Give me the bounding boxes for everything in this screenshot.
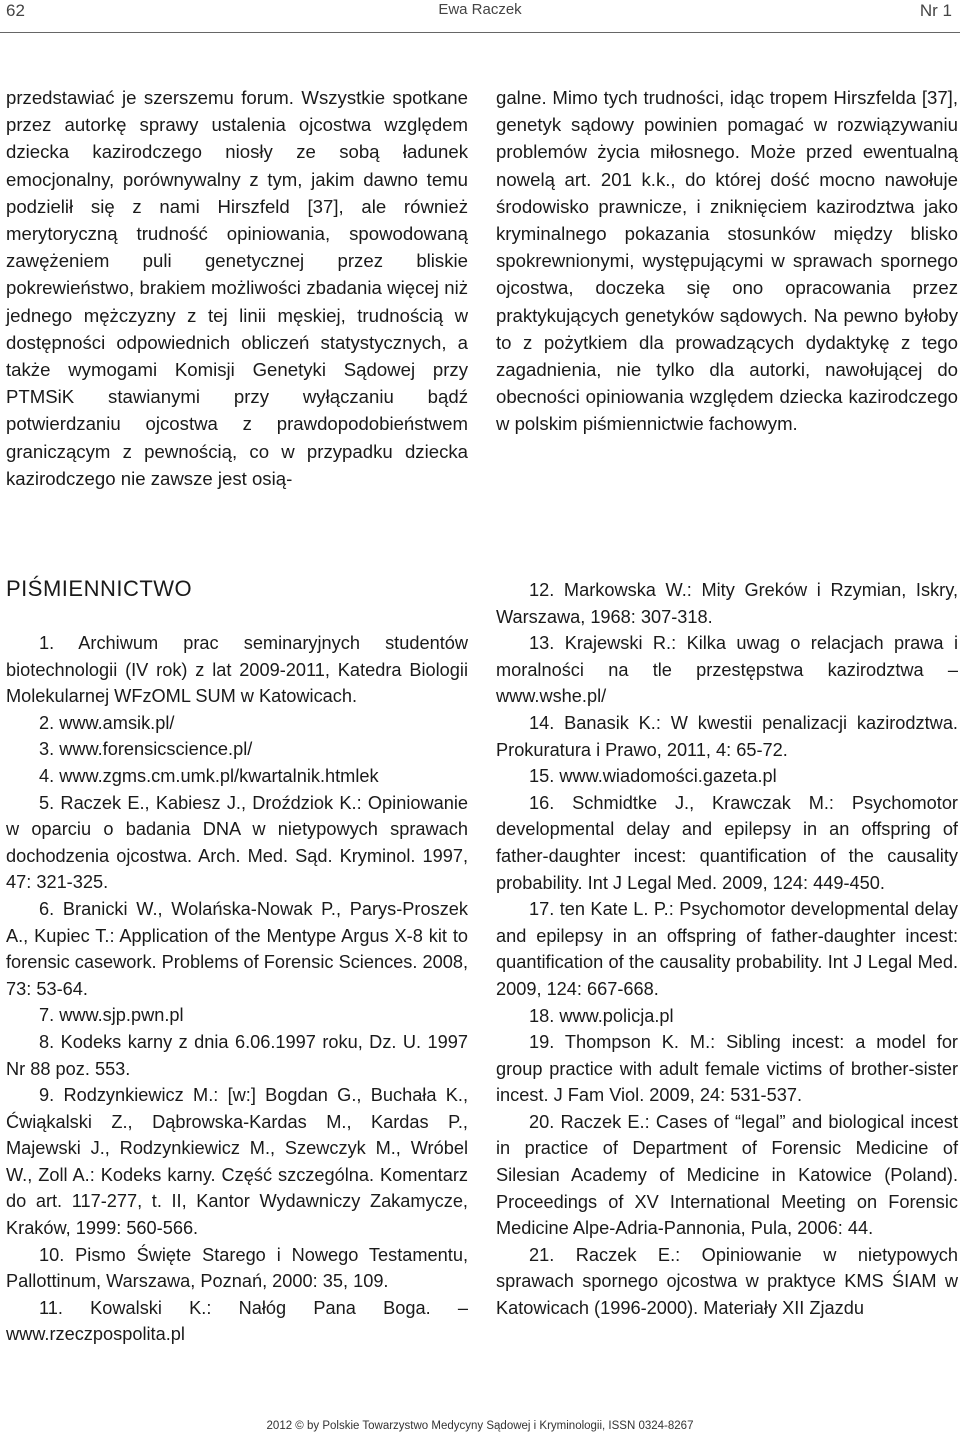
reference-item: 15. www.wiadomości.gazeta.pl (529, 766, 777, 787)
reference-item: 1. Archiwum prac seminaryjnych studentów biotechnologii (IV rok) z lat 2009-2011, Katedra Biologii Molekularnej WFzOML SUM w Katowicach. (6, 633, 468, 707)
running-author: Ewa Raczek (438, 1, 522, 18)
body-column-left (6, 84, 468, 492)
reference-item: 4. www.zgms.cm.umk.pl/kwartalnik.htmlek (39, 765, 379, 786)
reference-item: 19. Thompson K. M.: Sibling incest: a model for group practice with adult female victims of brother-sister incest. J Fam Viol. 2009, 24: 531-537. (496, 1032, 958, 1106)
reference-item: 18. www.policja.pl (529, 1005, 674, 1026)
reference-item: 2. www.amsik.pl/ (39, 712, 175, 733)
page-footer: 2012 © by Polskie Towarzystwo Medycyny Sądowej i Kryminologii, ISSN 0324-8267 (266, 1420, 694, 1432)
references-heading: PIŚMIENNICTWO (6, 576, 193, 601)
page-number: 62 (6, 1, 25, 20)
reference-item: 13. Krajewski R.: Kilka uwag o relacjach prawa i moralności na tle przestępstwa kazirodztwa – www.wshe.pl/ (496, 633, 958, 707)
reference-item: 5. Raczek E., Kabiesz J., Droździok K.: Opiniowanie w oparciu o badania DNA w nietypowych sprawach dochodzenia ojcostwa. Arch. Med. Sąd. Kryminol. 1997, 47: 321-325. (6, 792, 468, 893)
header-rule (0, 32, 960, 33)
body-paragraph: przedstawiać je szerszemu forum. Wszystkie spotkane przez autorkę sprawy ustalenia ojcostwa względem dziecka kazirodczego niosły ze sobą ładunek emocjonalny, porównywalny z tym, jakim dawno temu podzielił się z nami Hirszfeld [37], ale również merytoryczną trudność opiniowania, spowodowaną zawężeniem puli genetycznej przez bliskie pokrewieństwo, brakiem możliwości zbadania więcej niż jednego mężczyzny z tej linii męskiej, trudnością w dostępności odpowiednich obliczeń statystycznych, a także wymogami Komisji Genetyki Sądowej przy PTMSiK stawianymi przy wyłączaniu bądź potwierdzaniu ojcostwa z prawdopodobieństwem graniczącym z pewnością, co w przypadku dziecka kazirodczego nie zawsze jest osią- (6, 87, 468, 489)
reference-item: 12. Markowska W.: Mity Greków i Rzymian, Iskry, Warszawa, 1968: 307-318. (496, 580, 958, 627)
reference-item: 8. Kodeks karny z dnia 6.06.1997 roku, Dz. U. 1997 Nr 88 poz. 553. (6, 1031, 468, 1079)
issue-number: Nr 1 (919, 1, 952, 20)
reference-item: 17. ten Kate L. P.: Psychomotor developmental delay and epilepsy in an offspring of father-daughter incest: quantification of the causality probability. Int J Legal Med. 2009, 124: 667-668. (496, 899, 958, 999)
reference-item: 20. Raczek E.: Cases of “legal” and biological incest in practice of Department of Forensic Medicine of Silesian Academy of Medicine in Katowice (Poland). Proceedings of XV International Meeting on Forensic Medicine Alpe-Adria-Pannonia, Pula, 2006: 44. (496, 1111, 958, 1239)
reference-item: 3. www.forensicscience.pl/ (39, 739, 253, 760)
reference-item: 10. Pismo Święte Starego i Nowego Testamentu, Pallottinum, Warszawa, Poznań, 2000: 35, 109. (6, 1244, 468, 1292)
reference-item: 11. Kowalski K.: Nałóg Pana Boga. – www.rzeczpospolita.pl (6, 1297, 468, 1345)
reference-item: 9. Rodzynkiewicz M.: [w:] Bogdan G., Buchała K., Ćwiąkalski Z., Dąbrowska-Kardas M., Kardas P., Majewski J., Rodzynkiewicz M., Szewczyk M., Wróbel W., Zoll A.: Kodeks karny. Część szczególna. Komentarz do art. 117-277, t. II, Kantor Wydawniczy Zakamycze, Kraków, 1999: 560-566. (6, 1085, 468, 1239)
reference-item: 6. Branicki W., Wolańska-Nowak P., Parys-Proszek A., Kupiec T.: Application of the Mentype Argus X-8 kit to forensic casework. Problems of Forensic Sciences. 2008, 73: 53-64. (6, 898, 468, 999)
body-paragraph: galne. Mimo tych trudności, idąc tropem Hirszfelda [37], genetyk sądowy powinien pomagać w rozwiązywaniu problemów życia miłosnego. Może przed ewentualną nowelą art. 201 k.k., do której dość mocno nawołuje środowisko prawnicze, i zniknięciem kazirodztwa jako kryminalnego pokazania stosunków między blisko spokrewnionymi, występującymi w sprawach spornego ojcostwa, doczeka się ono opracowania przez praktykujących genetyków sądowych. Na pewno byłoby to z pożytkiem dla prowadzących dydaktykę z tego zagadnienia, nie tylko dla autorki, nawołującej do obecności opiniowania względem dziecka kazirodczego w polskim piśmiennictwie fachowym. (496, 87, 958, 435)
body-column-right (496, 84, 958, 438)
reference-item: 7. www.sjp.pwn.pl (39, 1005, 184, 1026)
reference-list-right (496, 577, 958, 1322)
reference-item: 16. Schmidtke J., Krawczak M.: Psychomotor developmental delay and epilepsy in an offspring of father-daughter incest: quantification of the causality probability. Int J Legal Med. 2009, 124: 449-450. (496, 792, 958, 893)
reference-list-left (6, 630, 468, 1348)
reference-item: 21. Raczek E.: Opiniowanie w nietypowych sprawach spornego ojcostwa w praktyce KMS ŚIAM w Katowicach (1996-2000). Materiały XII Zjazdu (496, 1244, 958, 1319)
reference-item: 14. Banasik K.: W kwestii penalizacji kazirodztwa. Prokuratura i Prawo, 2011, 4: 65-72. (496, 712, 958, 760)
page-header (0, 0, 960, 34)
